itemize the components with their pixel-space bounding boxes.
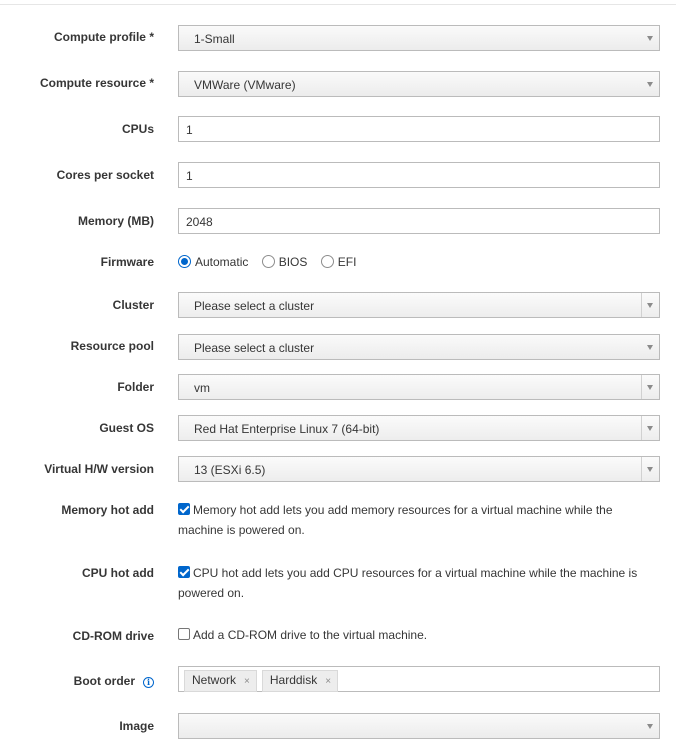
cluster-select[interactable]: [178, 292, 660, 318]
cdrom-label: CD-ROM drive: [72, 629, 154, 643]
compute-profile-value: 1-Small: [194, 32, 235, 46]
cpu-hot-add-description: CPU hot add lets you add CPU resources for a virtual machine while the machine is powered on.: [178, 566, 638, 600]
firmware-option-label: Automatic: [195, 255, 249, 269]
dropdown-toggle[interactable]: [641, 457, 659, 481]
info-circle-icon[interactable]: i: [143, 677, 154, 688]
cpus-value: 1: [186, 123, 193, 137]
boot-order-label-row: [0, 674, 154, 688]
dropdown-toggle[interactable]: [641, 293, 659, 317]
guest-os-value: Red Hat Enterprise Linux 7 (64-bit): [194, 422, 380, 436]
guest-os-select[interactable]: [178, 415, 660, 441]
compute-resource-select[interactable]: [178, 71, 660, 97]
memory-hot-add-description: Memory hot add lets you add memory resources for a virtual machine while the machine is powered on.: [178, 503, 613, 537]
cpu-hot-add-field: [178, 563, 660, 603]
cpu-hot-add-checkbox[interactable]: [178, 566, 190, 578]
memory-hot-add-checkbox[interactable]: [178, 503, 190, 515]
image-select[interactable]: [178, 713, 660, 739]
boot-order-tag: [262, 670, 338, 692]
radio-checked-icon[interactable]: [178, 255, 191, 268]
cdrom-description: Add a CD-ROM drive to the virtual machine.: [193, 628, 428, 642]
cluster-value: Please select a cluster: [194, 299, 315, 313]
cdrom-field: [178, 625, 660, 645]
radio-icon[interactable]: [321, 255, 334, 268]
compute-profile-label: Compute profile *: [53, 30, 154, 44]
cores-per-socket-input[interactable]: [178, 162, 660, 188]
resource-pool-select[interactable]: [178, 334, 660, 360]
firmware-option-efi[interactable]: [321, 255, 357, 269]
memory-hot-add-field: [178, 500, 660, 540]
memory-hot-add-label: Memory hot add: [61, 503, 154, 517]
chevron-down-icon: [647, 426, 653, 431]
chevron-down-icon: [647, 82, 653, 87]
guest-os-label: Guest OS: [99, 421, 154, 435]
remove-tag-icon[interactable]: ×: [244, 676, 250, 687]
chevron-down-icon: [647, 345, 653, 350]
chevron-down-icon: [647, 36, 653, 41]
chevron-down-icon: [647, 467, 653, 472]
boot-order-multiselect[interactable]: [178, 666, 660, 692]
top-divider: [0, 4, 676, 5]
dropdown-toggle[interactable]: [641, 375, 659, 399]
hw-version-label: Virtual H/W version: [44, 462, 154, 476]
dropdown-toggle[interactable]: [641, 416, 659, 440]
chevron-down-icon: [647, 303, 653, 308]
folder-value: vm: [194, 381, 210, 395]
firmware-option-label: EFI: [337, 255, 357, 269]
boot-order-tag: [184, 670, 257, 692]
cpus-label: CPUs: [121, 122, 154, 136]
firmware-option-bios[interactable]: [262, 255, 308, 269]
memory-label: Memory (MB): [77, 214, 154, 228]
hw-version-select[interactable]: [178, 456, 660, 482]
resource-pool-value: Please select a cluster: [194, 341, 315, 355]
chevron-down-icon: [647, 385, 653, 390]
tag-label: Network: [192, 673, 237, 687]
boot-order-label: Boot order: [73, 674, 135, 688]
chevron-down-icon: [647, 724, 653, 729]
cores-per-socket-label: Cores per socket: [56, 168, 154, 182]
firmware-label: Firmware: [100, 255, 154, 269]
compute-resource-value: VMWare (VMware): [194, 78, 296, 92]
compute-resource-label: Compute resource *: [39, 76, 154, 90]
compute-profile-select[interactable]: [178, 25, 660, 51]
folder-label: Folder: [117, 380, 154, 394]
cluster-label: Cluster: [112, 298, 154, 312]
remove-tag-icon[interactable]: ×: [325, 676, 332, 687]
resource-pool-label: Resource pool: [70, 339, 154, 353]
cores-per-socket-value: 1: [186, 169, 193, 183]
hw-version-value: 13 (ESXi 6.5): [194, 463, 266, 477]
firmware-option-automatic[interactable]: [178, 255, 248, 269]
firmware-radio-group: [178, 255, 366, 269]
image-label: Image: [119, 719, 154, 733]
memory-input[interactable]: [178, 208, 660, 234]
radio-icon[interactable]: [262, 255, 275, 268]
cpu-hot-add-label: CPU hot add: [82, 566, 154, 580]
cpus-input[interactable]: [178, 116, 660, 142]
memory-value: 2048: [186, 215, 213, 229]
folder-select[interactable]: [178, 374, 660, 400]
firmware-option-label: BIOS: [278, 255, 308, 269]
tag-label: Harddisk: [269, 673, 318, 687]
cdrom-checkbox[interactable]: [178, 628, 190, 640]
